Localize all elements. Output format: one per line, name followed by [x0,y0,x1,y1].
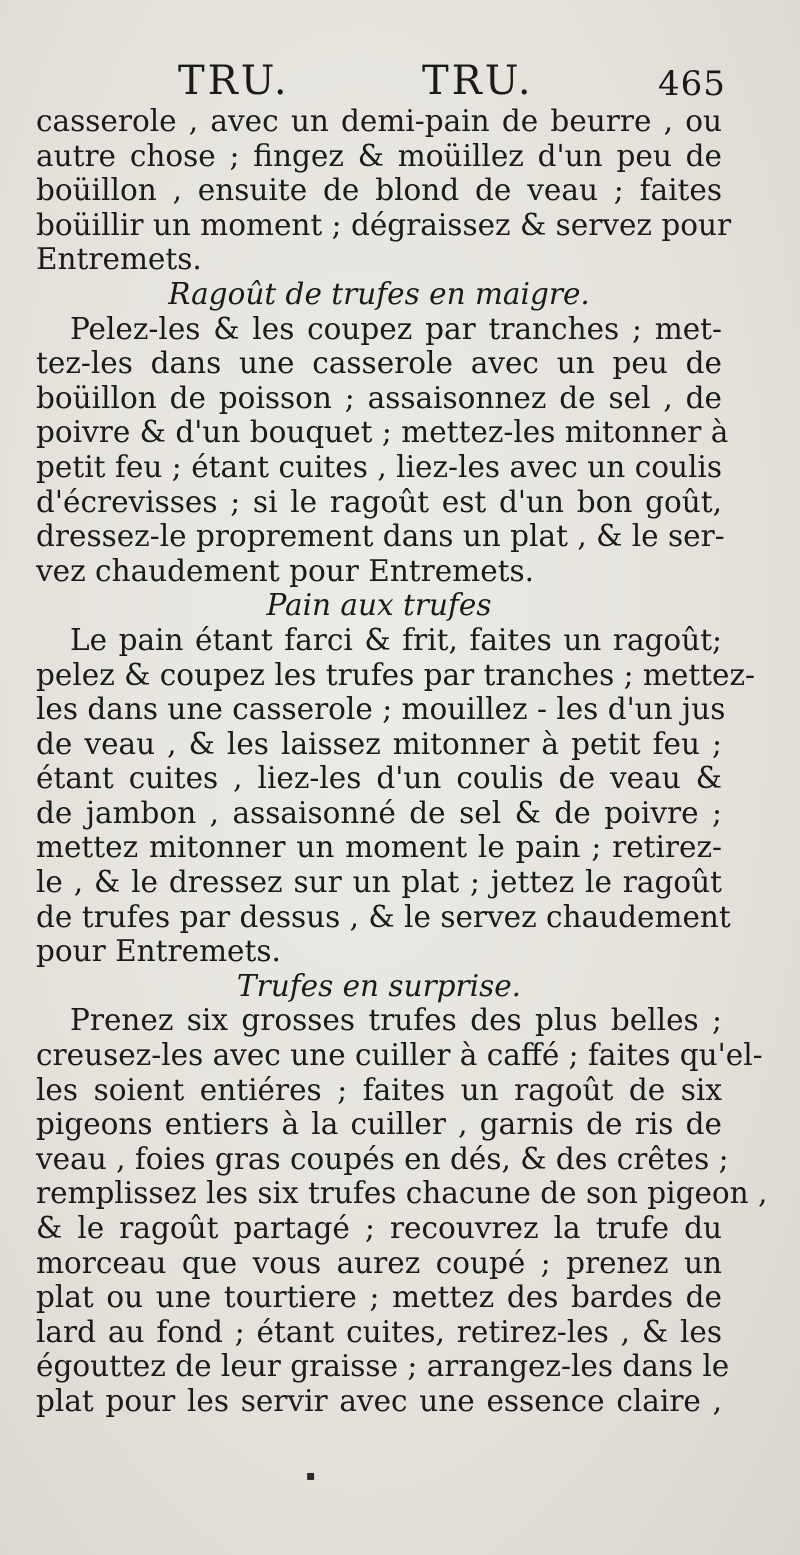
text-line: creusez-les avec une cuiller à caffé ; faites qu'el- [36,1038,763,1073]
section-heading: Ragoût de trufes en maigre. [168,276,590,311]
text-line: le , & le dressez sur un plat ; jettez le ragoût [36,865,722,900]
text-line: petit feu ; étant cuites , liez-les avec un coulis [36,449,722,484]
text-line: les dans une casserole ; mouillez - les d'un jus [36,692,726,727]
text-line: morceau que vous aurez coupé ; prenez un [36,1245,722,1280]
text-line: d'écrevisses ; si le ragoût est d'un bon goût, [36,484,722,519]
section-heading: Trufes en surprise. [236,968,522,1003]
text-line: Pelez-les & les coupez par tranches ; met- [70,311,722,346]
text-line: boüillon de poisson ; assaisonnez de sel , de [36,380,722,415]
running-header [0,50,800,102]
page-number: 465 [658,64,726,104]
page-body-text [36,104,768,1419]
text-line: plat pour les servir avec une essence claire , [36,1383,722,1418]
text-line: autre chose ; fingez & moüillez d'un peu de [36,138,722,173]
ink-mark: ▪ [306,1468,316,1484]
text-line: pigeons entiers à la cuiller , garnis de ris de [36,1107,722,1142]
text-line: poivre & d'un bouquet ; mettez-les mitonner à [36,415,729,450]
header-left-title: TRU. [178,58,290,104]
text-line: mettez mitonner un moment le pain ; retirez- [36,830,722,865]
header-right-title: TRU. [422,58,534,104]
text-line: plat ou une tourtiere ; mettez des bardes de [36,1280,722,1315]
text-line: veau , foies gras coupés en dés, & des crêtes ; [36,1141,729,1176]
text-line: casserole , avec un demi-pain de beurre , ou [36,104,722,138]
text-line: de veau , & les laissez mitonner à petit feu ; [36,726,722,761]
text-line: pelez & coupez les trufes par tranches ; mettez- [36,657,756,692]
text-line: boüillon , ensuite de blond de veau ; faites [36,173,722,208]
text-line: pour Entremets. [36,934,281,969]
text-line: de jambon , assaisonné de sel & de poivre ; [36,795,722,830]
text-line: vez chaudement pour Entremets. [36,553,535,588]
text-line: tez-les dans une casserole avec un peu de [36,346,722,381]
text-line: les soient entiéres ; faites un ragoût de six [36,1072,722,1107]
text-line: lard au fond ; étant cuites, retirez-les , & les [36,1314,722,1349]
text-line: Prenez six grosses trufes des plus belles ; [70,1003,722,1038]
text-line: Le pain étant farci & frit, faites un ragoût; [70,622,722,657]
text-line: Entremets. [36,242,202,277]
text-line: de trufes par dessus , & le servez chaudement [36,899,731,934]
section-heading: Pain aux trufes [266,588,492,623]
text-line: & le ragoût partagé ; recouvrez la trufe du [36,1211,722,1245]
text-line: boüillir un moment ; dégraissez & servez pour [36,207,732,242]
text-line: égouttez de leur graisse ; arrangez-les dans le [36,1349,730,1384]
text-line: dressez-le proprement dans un plat , & le ser- [36,519,725,554]
text-line: remplissez les six trufes chacune de son pigeon , [36,1176,768,1211]
text-line: étant cuites , liez-les d'un coulis de veau & [36,761,722,796]
